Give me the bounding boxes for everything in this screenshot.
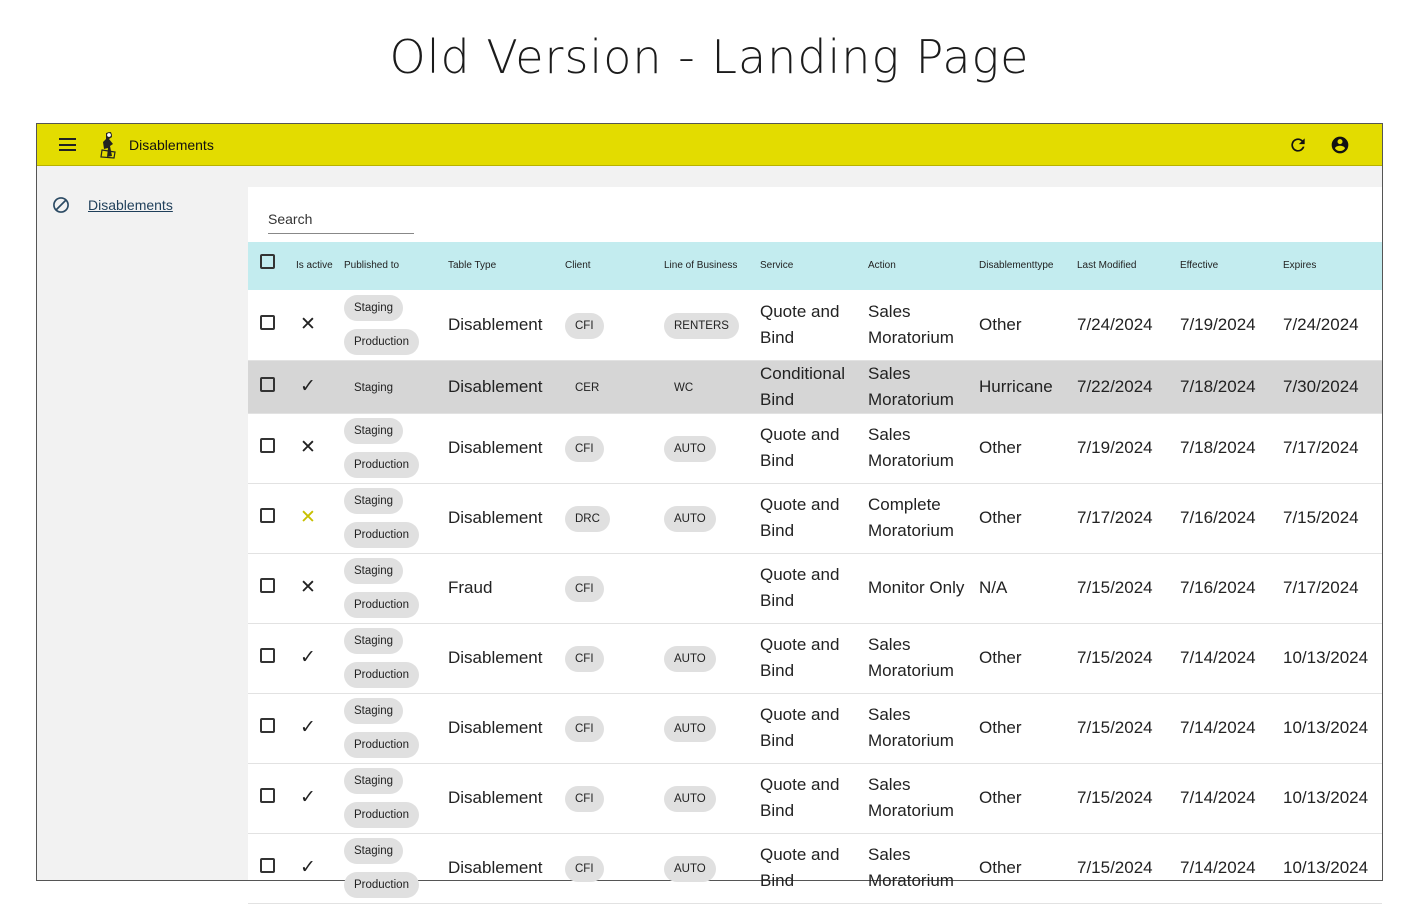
published-chip: Production: [344, 802, 419, 828]
lob-chip: WC: [674, 381, 694, 394]
check-icon: ✓: [300, 787, 316, 808]
table-row[interactable]: [248, 413, 1382, 483]
page-title: Old Version - Landing Page: [389, 30, 1030, 84]
row-checkbox[interactable]: [260, 788, 275, 803]
effective-cell: 7/18/2024: [1176, 413, 1279, 483]
app-window: [36, 123, 1383, 891]
client-chip: DRC: [565, 506, 610, 532]
published-chip: Production: [344, 452, 419, 478]
published-chip: Staging: [344, 295, 403, 321]
close-icon: ✕: [300, 507, 316, 528]
table-type-cell: Disablement: [444, 413, 561, 483]
action-cell: Sales Moratorium: [864, 413, 975, 483]
published-chip: Staging: [344, 488, 403, 514]
last-modified-cell: 7/19/2024: [1073, 413, 1176, 483]
published-chip: Staging: [344, 558, 403, 584]
effective-cell: 7/14/2024: [1176, 693, 1279, 763]
app-title: Disablements: [129, 137, 214, 153]
client-chip: CFI: [565, 786, 604, 812]
action-cell: Complete Moratorium: [864, 483, 975, 553]
disablementtype-cell: Other: [975, 290, 1073, 360]
client-chip: CER: [575, 381, 600, 394]
search-label: Search: [268, 211, 313, 227]
table-row[interactable]: [248, 833, 1382, 903]
table-type-cell: Disablement: [444, 833, 561, 903]
last-modified-cell: 7/17/2024: [1073, 483, 1176, 553]
published-chip: Production: [344, 732, 419, 758]
col-last-modified[interactable]: Last Modified: [1077, 260, 1137, 271]
table-type-cell: Disablement: [444, 623, 561, 693]
service-cell: Quote and Bind: [756, 413, 864, 483]
published-chip: Staging: [354, 381, 394, 394]
check-icon: ✓: [300, 857, 316, 878]
action-cell: Sales Moratorium: [864, 623, 975, 693]
last-modified-cell: 7/15/2024: [1073, 763, 1176, 833]
refresh-icon[interactable]: [1288, 135, 1308, 155]
col-line-of-business[interactable]: Line of Business: [664, 260, 738, 271]
published-chip: Staging: [344, 838, 403, 864]
last-modified-cell: 7/15/2024: [1073, 623, 1176, 693]
main-content: [248, 187, 1382, 891]
row-checkbox[interactable]: [260, 578, 275, 593]
check-icon: ✓: [300, 647, 316, 668]
client-chip: CFI: [565, 856, 604, 882]
service-cell: Quote and Bind: [756, 623, 864, 693]
disablementtype-cell: Other: [975, 483, 1073, 553]
row-checkbox[interactable]: [260, 438, 275, 453]
expires-cell: 7/30/2024: [1279, 360, 1382, 413]
lob-chip: RENTERS: [664, 313, 739, 339]
effective-cell: 7/16/2024: [1176, 483, 1279, 553]
table-row[interactable]: [248, 623, 1382, 693]
published-chip: Staging: [344, 418, 403, 444]
published-chip: Production: [344, 872, 419, 898]
disablementtype-cell: Other: [975, 623, 1073, 693]
client-chip: CFI: [565, 646, 604, 672]
row-checkbox[interactable]: [260, 648, 275, 663]
service-cell: Quote and Bind: [756, 290, 864, 360]
lob-chip: AUTO: [664, 786, 716, 812]
service-cell: Quote and Bind: [756, 553, 864, 623]
table-row[interactable]: [248, 290, 1382, 360]
row-checkbox[interactable]: [260, 858, 275, 873]
row-checkbox[interactable]: [260, 718, 275, 733]
table-type-cell: Disablement: [444, 290, 561, 360]
published-chip: Production: [344, 522, 419, 548]
table-type-cell: Fraud: [444, 553, 561, 623]
service-cell: Conditional Bind: [756, 360, 864, 413]
search-input[interactable]: [268, 211, 414, 234]
check-icon: ✓: [300, 375, 316, 397]
disablementtype-cell: Other: [975, 763, 1073, 833]
lob-chip: AUTO: [664, 506, 716, 532]
select-all-checkbox[interactable]: [260, 254, 275, 269]
client-chip: CFI: [565, 576, 604, 602]
client-chip: CFI: [565, 313, 604, 339]
block-icon: [51, 195, 71, 215]
table-row[interactable]: [248, 483, 1382, 553]
row-checkbox[interactable]: [260, 508, 275, 523]
table-type-cell: Disablement: [444, 763, 561, 833]
effective-cell: 7/14/2024: [1176, 763, 1279, 833]
disablements-table: [248, 242, 1382, 904]
table-row[interactable]: [248, 553, 1382, 623]
row-checkbox[interactable]: [260, 377, 275, 392]
sidebar: [37, 166, 248, 880]
disablementtype-cell: Other: [975, 833, 1073, 903]
published-chip: Production: [344, 662, 419, 688]
logo-icon: [97, 130, 121, 160]
service-cell: Quote and Bind: [756, 763, 864, 833]
table-type-cell: Disablement: [444, 360, 561, 413]
disablementtype-cell: Other: [975, 693, 1073, 763]
action-cell: Sales Moratorium: [864, 693, 975, 763]
published-chip: Staging: [344, 698, 403, 724]
col-effective[interactable]: Effective: [1180, 260, 1219, 271]
lob-chip: AUTO: [664, 436, 716, 462]
published-chip: Staging: [344, 628, 403, 654]
col-client[interactable]: Client: [565, 260, 591, 271]
effective-cell: 7/19/2024: [1176, 290, 1279, 360]
expires-cell: 7/15/2024: [1279, 483, 1382, 553]
action-cell: Sales Moratorium: [864, 360, 975, 413]
menu-icon[interactable]: [59, 138, 76, 151]
lob-chip: AUTO: [664, 856, 716, 882]
table-body: [248, 290, 1382, 903]
action-cell: Sales Moratorium: [864, 290, 975, 360]
lob-chip: AUTO: [664, 716, 716, 742]
account-icon[interactable]: [1330, 135, 1350, 155]
expires-cell: 10/13/2024: [1279, 833, 1382, 903]
last-modified-cell: 7/15/2024: [1073, 553, 1176, 623]
table-header-row: [248, 242, 1382, 290]
expires-cell: 10/13/2024: [1279, 763, 1382, 833]
table-type-cell: Disablement: [444, 483, 561, 553]
disablementtype-cell: N/A: [975, 553, 1073, 623]
expires-cell: 7/17/2024: [1279, 553, 1382, 623]
service-cell: Quote and Bind: [756, 483, 864, 553]
sidebar-item-label: Disablements: [88, 197, 173, 213]
published-chip: Staging: [344, 768, 403, 794]
sidebar-item-disablements[interactable]: [51, 195, 173, 215]
effective-cell: 7/14/2024: [1176, 623, 1279, 693]
col-published-to[interactable]: Published to: [344, 260, 400, 271]
expires-cell: 10/13/2024: [1279, 623, 1382, 693]
client-chip: CFI: [565, 436, 604, 462]
table-row[interactable]: [248, 360, 1382, 413]
effective-cell: 7/16/2024: [1176, 553, 1279, 623]
last-modified-cell: 7/15/2024: [1073, 693, 1176, 763]
close-icon: ✕: [300, 577, 316, 598]
check-icon: ✓: [300, 717, 316, 738]
last-modified-cell: 7/24/2024: [1073, 290, 1176, 360]
service-cell: Quote and Bind: [756, 693, 864, 763]
row-checkbox[interactable]: [260, 315, 275, 330]
col-expires[interactable]: Expires: [1283, 260, 1317, 271]
action-cell: Monitor Only: [864, 553, 975, 623]
app-bar: [37, 124, 1382, 166]
close-icon: ✕: [300, 437, 316, 458]
table-row[interactable]: [248, 763, 1382, 833]
client-chip: CFI: [565, 716, 604, 742]
close-icon: ✕: [300, 313, 316, 335]
col-is-active[interactable]: Is active: [296, 260, 333, 271]
service-cell: Quote and Bind: [756, 833, 864, 903]
last-modified-cell: 7/15/2024: [1073, 833, 1176, 903]
disablementtype-cell: Hurricane: [975, 360, 1073, 413]
last-modified-cell: 7/22/2024: [1073, 360, 1176, 413]
effective-cell: 7/14/2024: [1176, 833, 1279, 903]
action-cell: Sales Moratorium: [864, 763, 975, 833]
table-row[interactable]: [248, 693, 1382, 763]
lob-chip: AUTO: [664, 646, 716, 672]
published-chip: Production: [344, 329, 419, 355]
table-type-cell: Disablement: [444, 693, 561, 763]
action-cell: Sales Moratorium: [864, 833, 975, 903]
effective-cell: 7/18/2024: [1176, 360, 1279, 413]
col-service[interactable]: Service: [760, 260, 794, 271]
col-action[interactable]: Action: [868, 260, 896, 271]
col-disablementtype[interactable]: Disablementtype: [979, 260, 1054, 271]
expires-cell: 10/13/2024: [1279, 693, 1382, 763]
published-chip: Production: [344, 592, 419, 618]
expires-cell: 7/24/2024: [1279, 290, 1382, 360]
col-table-type[interactable]: Table Type: [448, 260, 497, 271]
expires-cell: 7/17/2024: [1279, 413, 1382, 483]
disablementtype-cell: Other: [975, 413, 1073, 483]
